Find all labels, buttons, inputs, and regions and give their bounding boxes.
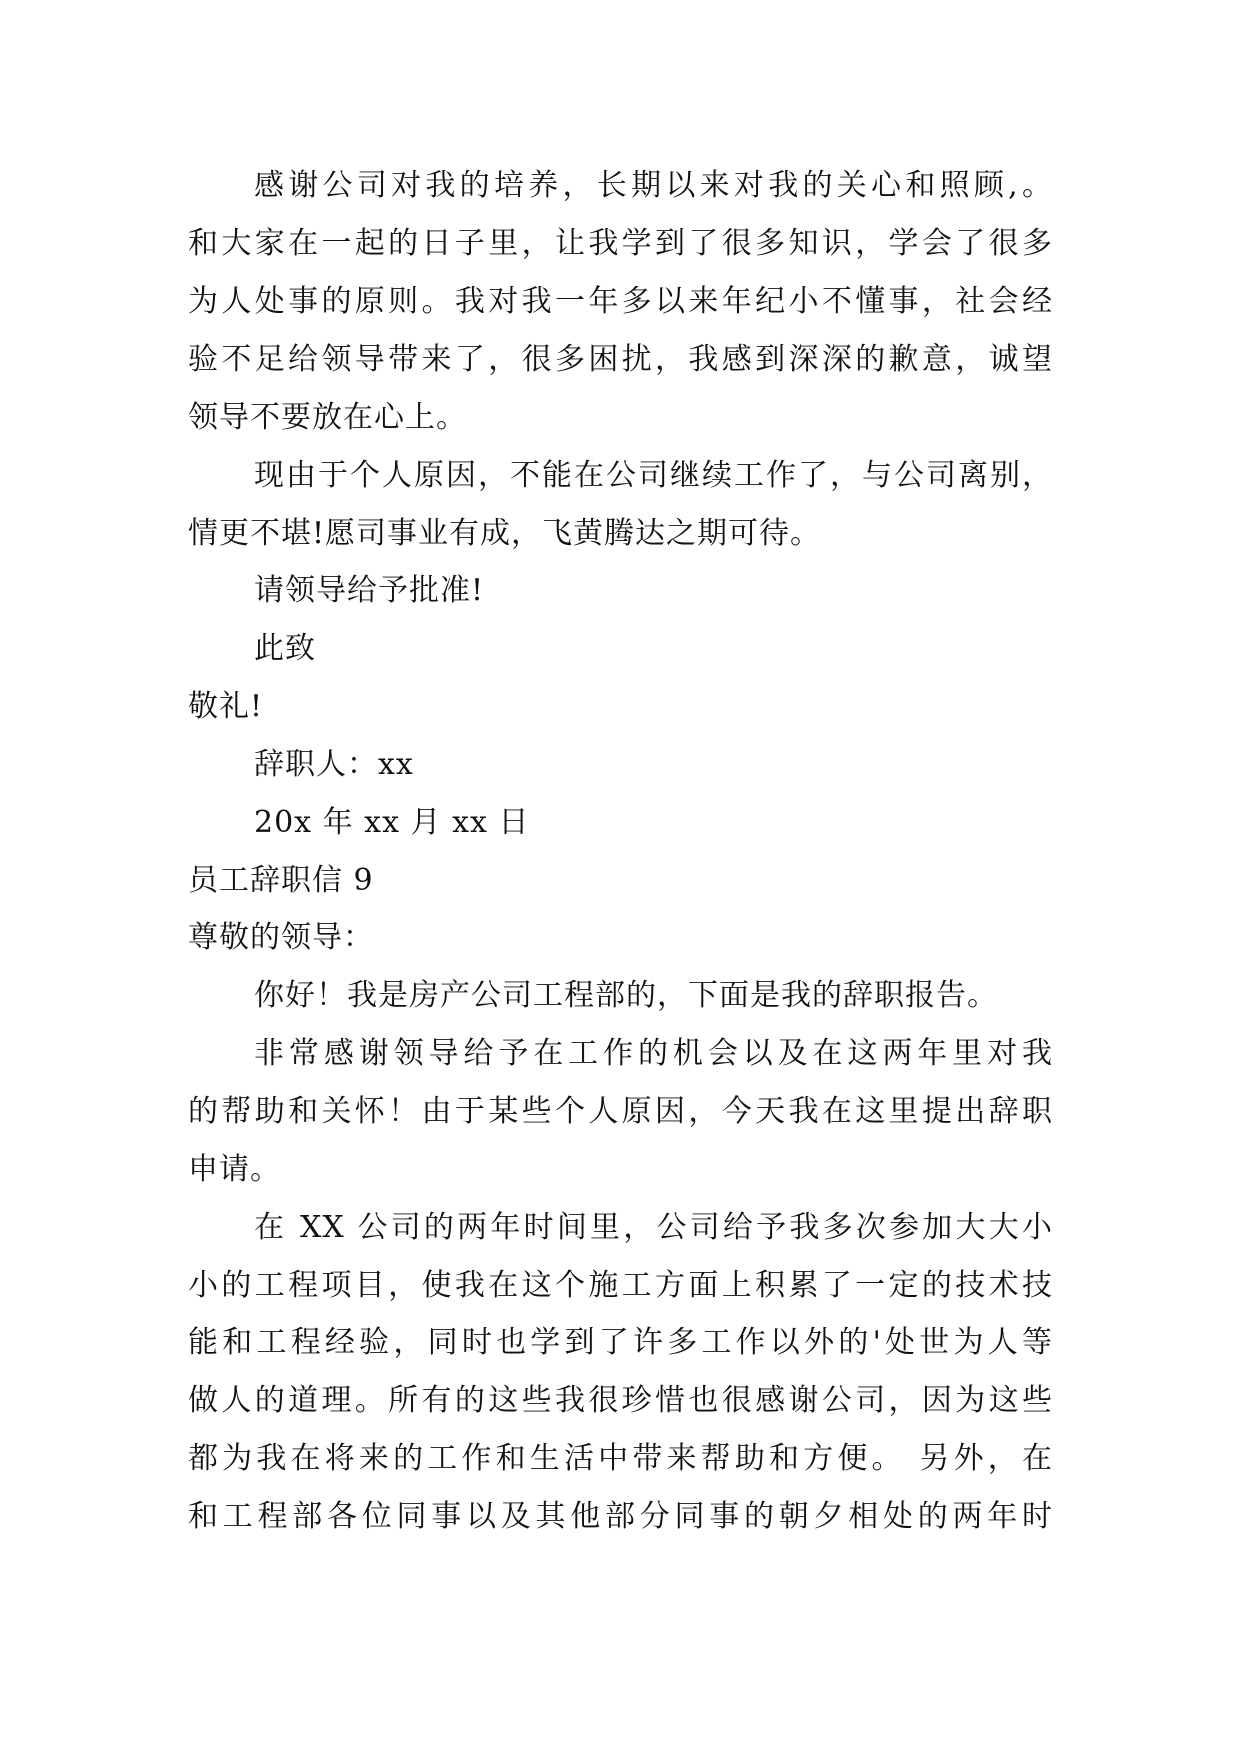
paragraph-1-line-5: 领导不要放在心上。 xyxy=(188,400,467,435)
paragraph-4-line-6: 和工程部各位同事以及其他部分同事的朝夕相处的两年时 xyxy=(188,1499,1053,1534)
paragraph-4-line-5: 都为我在将来的工作和生活中带来帮助和方便。 另外，在 xyxy=(188,1441,1053,1476)
paragraph-1-line-2: 和大家在一起的日子里，让我学到了很多知识，学会了很多 xyxy=(188,226,1053,261)
date-line: 20x 年 xx 月 xx 日 xyxy=(254,805,530,840)
paragraph-2-line-1: 现由于个人原因，不能在公司继续工作了，与公司离别， xyxy=(254,458,1053,493)
request-approval-line: 请领导给予批准! xyxy=(254,573,485,608)
paragraph-4-line-4: 做人的道理。所有的这些我很珍惜也很感谢公司，因为这些 xyxy=(188,1383,1053,1418)
paragraph-4-line-1: 在 XX 公司的两年时间里，公司给予我多次参加大大小 xyxy=(254,1210,1053,1245)
paragraph-1-line-3: 为人处事的原则。我对我一年多以来年纪小不懂事，社会经 xyxy=(188,284,1053,319)
paragraph-4-line-3: 能和工程经验，同时也学到了许多工作以外的'处世为人等 xyxy=(188,1325,1053,1360)
paragraph-4-line-2: 小的工程项目，使我在这个施工方面上积累了一定的技术技 xyxy=(188,1268,1053,1303)
paragraph-1-line-4: 验不足给领导带来了，很多困扰，我感到深深的歉意，诚望 xyxy=(188,342,1053,377)
closing-cizhi: 此致 xyxy=(254,631,316,666)
signature-line: 辞职人：xx xyxy=(254,747,414,782)
paragraph-2-line-2: 情更不堪!愿司事业有成，飞黄腾达之期可待。 xyxy=(188,516,822,551)
closing-jingli: 敬礼! xyxy=(188,689,264,724)
section-title: 员工辞职信 9 xyxy=(188,863,374,898)
greeting-line: 你好！我是房产公司工程部的，下面是我的辞职报告。 xyxy=(254,978,998,1013)
paragraph-3-line-3: 申请。 xyxy=(188,1152,281,1187)
salutation: 尊敬的领导： xyxy=(188,920,374,955)
paragraph-3-line-2: 的帮助和关怀！由于某些个人原因，今天我在这里提出辞职 xyxy=(188,1094,1053,1129)
paragraph-3-line-1: 非常感谢领导给予在工作的机会以及在这两年里对我 xyxy=(254,1036,1053,1071)
paragraph-1-line-1: 感谢公司对我的培养，长期以来对我的关心和照顾,。 xyxy=(254,168,1053,203)
